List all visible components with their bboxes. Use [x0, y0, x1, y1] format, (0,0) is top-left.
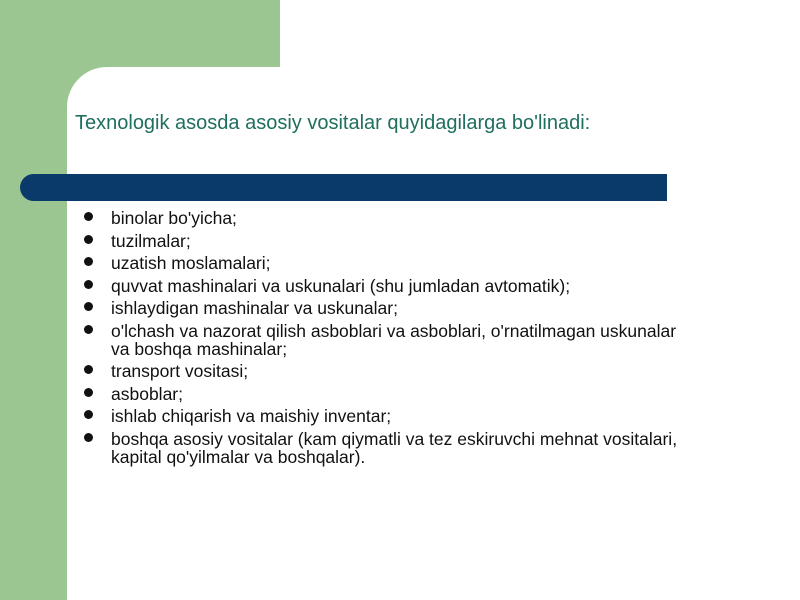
bullet-icon — [84, 410, 93, 419]
list-item-text: asboblar; — [111, 383, 183, 404]
bullet-icon — [84, 235, 93, 244]
bullet-icon — [84, 388, 93, 397]
bullet-icon — [84, 212, 93, 221]
title-underline-bar — [20, 174, 667, 201]
list-item — [85, 209, 685, 227]
list-item — [85, 362, 685, 380]
list-item — [85, 322, 685, 358]
list-item-text: transport vositasi; — [111, 361, 249, 381]
list-item-text: o'lchash va nazorat qilish asboblari va asboblari, o'rnatilmagan uskunalar va boshqa mashinalar; — [111, 320, 677, 359]
list-item-text: binolar bo'yicha; — [111, 208, 237, 228]
list-item — [85, 430, 685, 466]
list-item — [85, 299, 685, 317]
list-item-text: ishlab chiqarish va maishiy inventar; — [111, 406, 392, 426]
list-item-text: tuzilmalar; — [111, 230, 191, 251]
bullet-icon — [84, 302, 93, 311]
list-item — [85, 254, 685, 272]
list-item-text: quvvat mashinalari va uskunalari (shu jumladan avtomatik); — [111, 275, 571, 296]
list-item-text: ishlaydigan mashinalar va uskunalar; — [111, 298, 398, 318]
bullet-icon — [84, 433, 93, 442]
slide-title: Texnologik asosda asosiy vositalar quyidagilarga bo'linadi: — [75, 112, 591, 134]
list-item-text: uzatish moslamalari; — [111, 253, 271, 273]
bullet-list — [85, 209, 685, 470]
list-item — [85, 277, 685, 295]
bullet-icon — [84, 257, 93, 266]
bullet-icon — [84, 325, 93, 334]
list-item — [85, 385, 685, 403]
list-item — [85, 232, 685, 250]
list-item-text: boshqa asosiy vositalar (kam qiymatli va tez eskiruvchi mehnat vositalari, kapital qo'yilmalar va boshqalar). — [111, 428, 678, 467]
list-item — [85, 407, 685, 425]
bullet-icon — [84, 365, 93, 374]
bullet-icon — [84, 280, 93, 289]
